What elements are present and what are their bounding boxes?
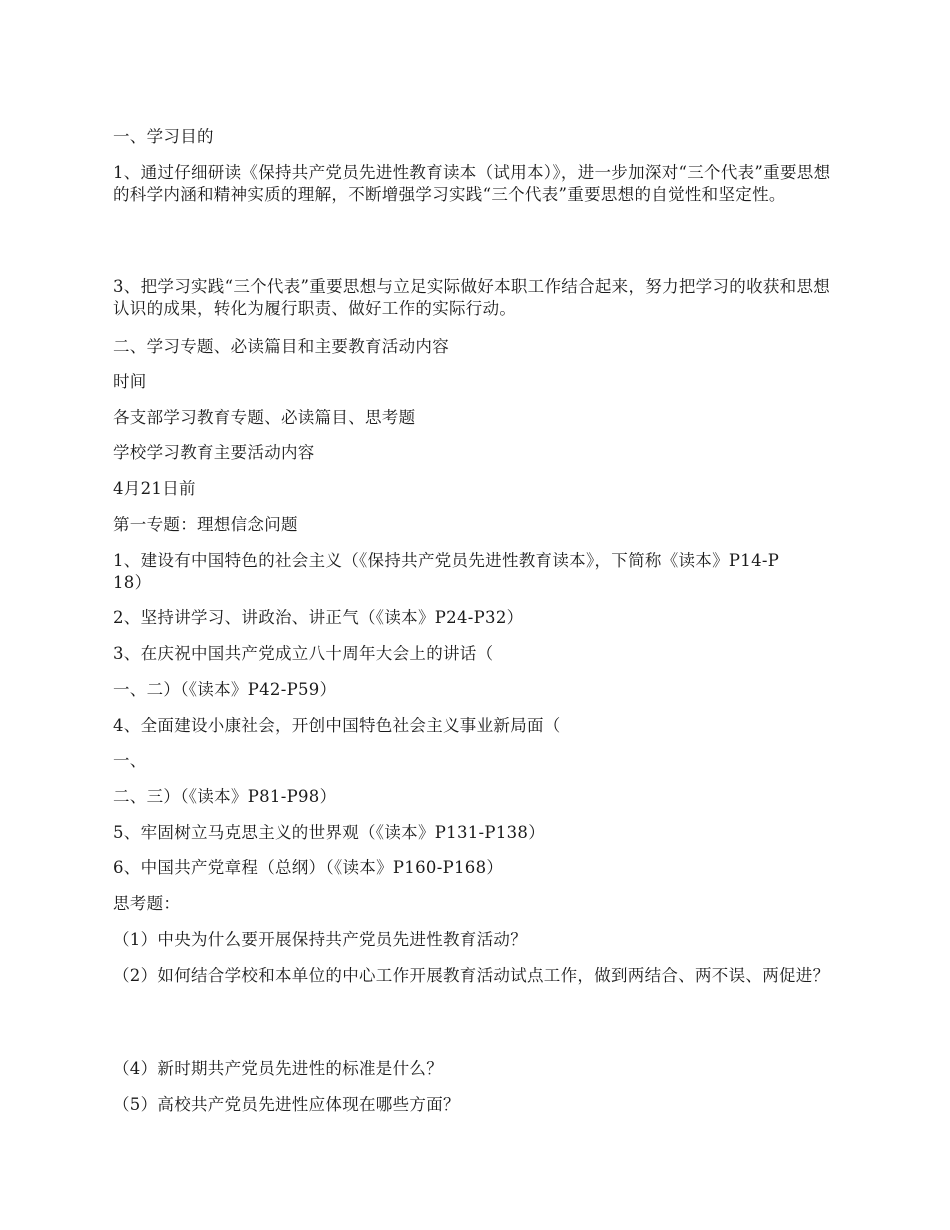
question-4: （4）新时期共产党员先进性的标准是什么？	[113, 1059, 443, 1078]
paragraph-goal-3: 3、把学习实践“三个代表”重要思想与立足实际做好本职工作结合起来，努力把学习的收获和思想认识的成果，转化为履行职责、做好工作的实际行动。	[113, 277, 831, 318]
reading-item-6: 6、中国共产党章程（总纲）（《读本》P160-P168）	[113, 858, 504, 877]
question-1: （1）中央为什么要开展保持共产党员先进性教育活动？	[113, 930, 527, 949]
reading-item-3-cont: 一、二）（《读本》P42-P59）	[113, 680, 337, 699]
section-heading-2: 二、学习专题、必读篇目和主要教育活动内容	[113, 337, 449, 356]
paragraph-goal-1: 1、通过仔细研读《保持共产党员先进性教育读本（试用本）》，进一步加深对“三个代表”重要思想的科学内涵和精神实质的理解，不断增强学习实践“三个代表”重要思想的自觉性和坚定性。	[113, 163, 831, 204]
column-label-topics: 各支部学习教育专题、必读篇目、思考题	[113, 408, 416, 427]
section-heading-1: 一、学习目的	[113, 127, 214, 146]
reading-item-4-cont-b: 二、三）（《读本》P81-P98）	[113, 787, 337, 806]
question-5: （5）高校共产党员先进性应体现在哪些方面？	[113, 1095, 460, 1114]
date-line: 4月21日前	[113, 479, 196, 498]
reading-item-5: 5、牢固树立马克思主义的世界观（《读本》P131-P138）	[113, 823, 546, 842]
topic-heading: 第一专题：理想信念问题	[113, 515, 298, 534]
reading-item-3: 3、在庆祝中国共产党成立八十周年大会上的讲话（	[113, 644, 494, 663]
reading-item-1: 1、建设有中国特色的社会主义（《保持共产党员先进性教育读本》，下简称《读本》P14-P18）	[113, 551, 780, 592]
column-label-activities: 学校学习教育主要活动内容	[113, 443, 315, 462]
reading-item-2: 2、坚持讲学习、讲政治、讲正气（《读本》P24-P32）	[113, 608, 524, 627]
reading-item-4-cont-a: 一、	[113, 751, 147, 770]
questions-heading: 思考题：	[113, 894, 181, 913]
question-2: （2）如何结合学校和本单位的中心工作开展教育活动试点工作，做到两结合、两不误、两促进？	[113, 966, 830, 985]
column-label-time: 时间	[113, 372, 147, 391]
reading-item-4: 4、全面建设小康社会，开创中国特色社会主义事业新局面（	[113, 716, 561, 735]
